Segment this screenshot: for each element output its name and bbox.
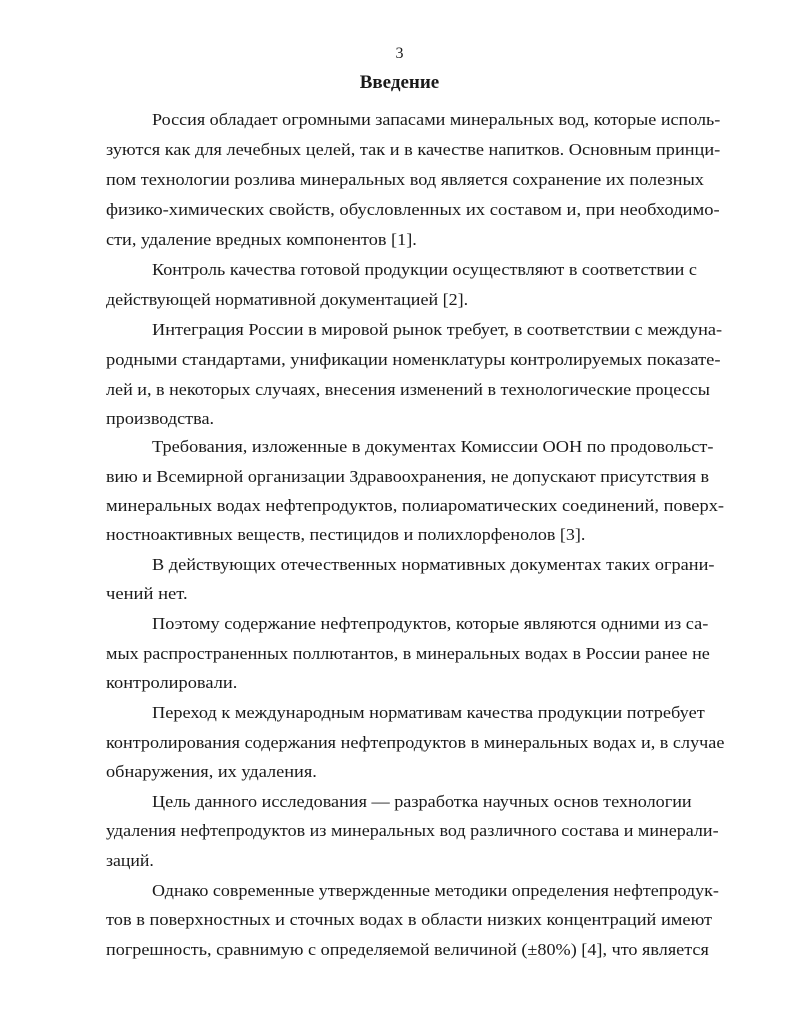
text-line: удаления нефтепродуктов из минеральных вод различного состава и минерали- [106, 821, 719, 840]
text-line: ностноактивных веществ, пестицидов и полихлорфенолов [3]. [106, 525, 586, 544]
text-line: зуются как для лечебных целей, так и в качестве напитков. Основным принци- [106, 140, 721, 159]
text-line: погрешность, сравнимую с определяемой величиной (±80%) [4], что является [106, 940, 709, 959]
text-line: родными стандартами, унификации номенклатуры контролируемых показате- [106, 350, 721, 369]
text-line: заций. [106, 851, 154, 870]
text-line: пом технологии розлива минеральных вод является сохранение их полезных [106, 170, 704, 189]
text-line: Контроль качества готовой продукции осуществляют в соответствии с [152, 260, 697, 279]
text-line: контролирования содержания нефтепродуктов в минеральных водах и, в случае [106, 733, 725, 752]
text-line: действующей нормативной документацией [2]. [106, 290, 469, 309]
text-line: чений нет. [106, 584, 188, 603]
text-line: сти, удаление вредных компонентов [1]. [106, 230, 417, 249]
text-line: производства. [106, 409, 215, 428]
text-line: контролировали. [106, 673, 238, 692]
text-line: Интеграция России в мировой рынок требует, в соответствии с междуна- [152, 320, 723, 339]
text-line: обнаружения, их удаления. [106, 762, 317, 781]
text-line: Требования, изложенные в документах Комиссии ООН по продовольст- [152, 437, 714, 456]
page-title: Введение [359, 72, 440, 93]
text-line: мых распространенных поллютантов, в минеральных водах в России ранее не [106, 644, 710, 663]
text-line: вию и Всемирной организации Здравоохранения, не допускают присутствия в [106, 467, 710, 486]
text-line: Переход к международным нормативам качества продукции потребует [152, 703, 705, 722]
text-line: Россия обладает огромными запасами минеральных вод, которые исполь- [152, 110, 721, 129]
text-line: тов в поверхностных и сточных водах в области низких концентраций имеют [106, 910, 713, 929]
text-line: физико-химических свойств, обусловленных их составом и, при необходимо- [106, 200, 720, 219]
page-number: 3 [395, 45, 404, 62]
text-line: минеральных водах нефтепродуктов, полиароматических соединений, поверх- [106, 496, 725, 515]
text-line: Цель данного исследования — разработка научных основ технологии [152, 792, 692, 811]
text-line: Поэтому содержание нефтепродуктов, которые являются одними из са- [152, 614, 709, 633]
text-line: Однако современные утвержденные методики определения нефтепродук- [152, 881, 719, 900]
text-line: В действующих отечественных нормативных документах таких ограни- [152, 555, 715, 574]
text-line: лей и, в некоторых случаях, внесения изменений в технологические процессы [106, 380, 710, 399]
